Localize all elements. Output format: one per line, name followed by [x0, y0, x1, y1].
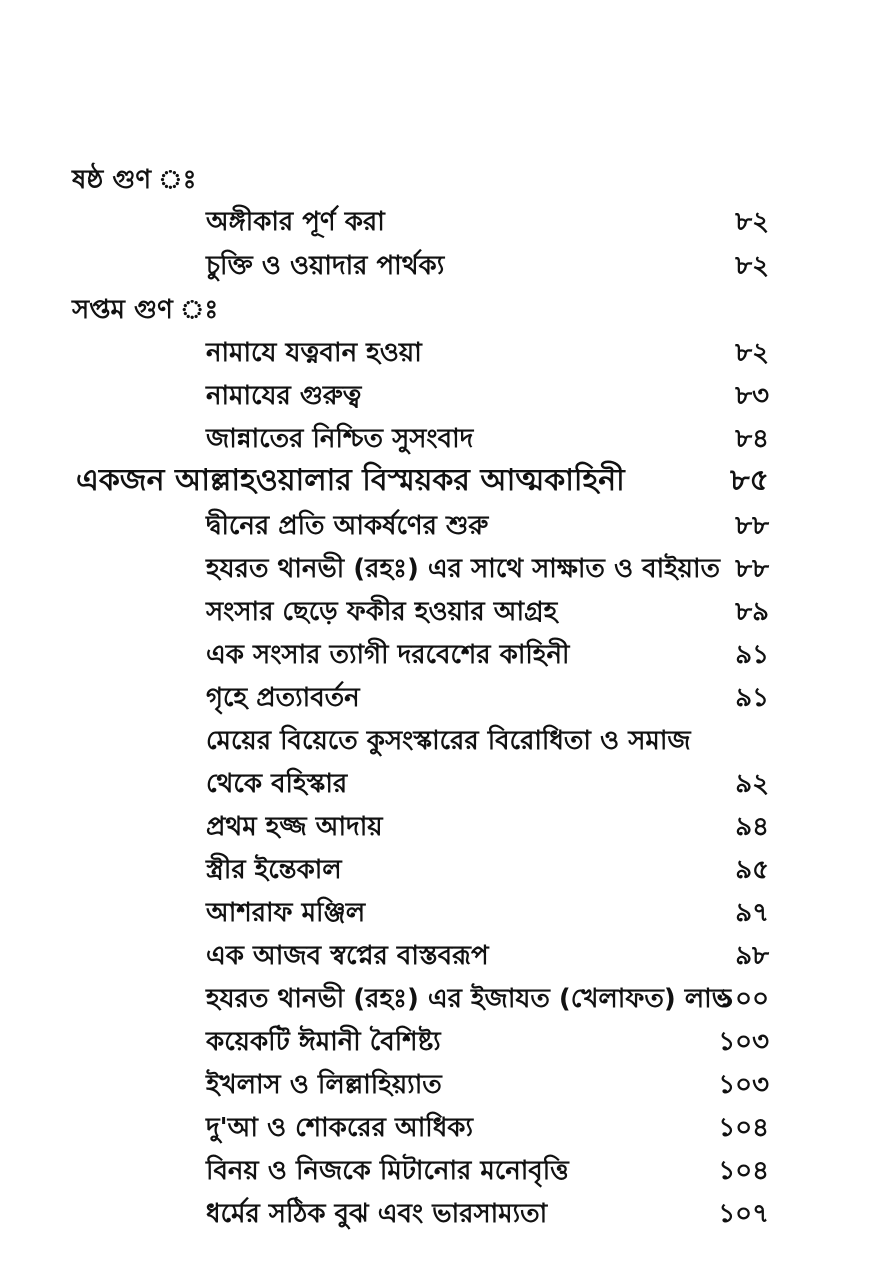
section-heading: সপ্তম গুণ ঃ — [72, 295, 219, 325]
toc-page-number: ৮৯ — [735, 597, 769, 627]
toc-page-number: ১০৪ — [718, 1156, 769, 1186]
toc-entry: থেকে বহিস্কার — [206, 769, 348, 799]
toc-entry: দ্বীনের প্রতি আকর্ষণের শুরু — [206, 511, 489, 541]
toc-entry: অঙ্গীকার পূর্ণ করা — [206, 207, 385, 237]
toc-page-number: ১০০ — [718, 984, 769, 1014]
toc-page-number: ৮২ — [735, 207, 769, 237]
toc-entry: দু'আ ও শোকরের আধিক্য — [206, 1113, 474, 1143]
toc-entry: আশরাফ মঞ্জিল — [206, 898, 366, 928]
toc-page-number: ১০৩ — [718, 1070, 769, 1100]
toc-entry: নামাযের গুরুত্ব — [206, 381, 362, 411]
toc-entry: সংসার ছেড়ে ফকীর হওয়ার আগ্রহ — [206, 597, 558, 627]
toc-page-number: ১০৪ — [718, 1113, 769, 1143]
toc-entry: গৃহে প্রত্যাবর্তন — [206, 683, 360, 713]
toc-page-number: ৯১ — [735, 640, 769, 670]
section-heading: ষষ্ঠ গুণ ঃ — [72, 165, 197, 195]
toc-page-number: ৮২ — [735, 251, 769, 281]
toc-entry: মেয়ের বিয়েতে কুসংস্কারের বিরোধিতা ও সমাজ — [206, 726, 691, 756]
toc-entry: নামাযে যত্নবান হওয়া — [206, 338, 422, 368]
toc-page-number: ১০৩ — [718, 1027, 769, 1057]
toc-page-number: ৯৮ — [735, 941, 769, 971]
toc-page-number: ৯৭ — [735, 898, 769, 928]
toc-entry: চুক্তি ও ওয়াদার পার্থক্য — [206, 251, 445, 281]
toc-entry: এক সংসার ত্যাগী দরবেশের কাহিনী — [206, 640, 570, 670]
toc-page-number: ৯২ — [735, 769, 769, 799]
toc-page-number: ৮২ — [735, 338, 769, 368]
toc-entry: হযরত থানভী (রহঃ) এর ইজাযত (খেলাফত) লাভ — [206, 984, 732, 1014]
toc-page-number: ১০৭ — [718, 1199, 769, 1229]
toc-page-number: ৯৪ — [735, 812, 769, 842]
chapter-page-number: ৮৫ — [730, 463, 769, 498]
toc-page-number: ৮৪ — [735, 424, 769, 454]
toc-entry: ধর্মের সঠিক বুঝ এবং ভারসাম্যতা — [206, 1199, 548, 1229]
toc-entry: হযরত থানভী (রহঃ) এর সাথে সাক্ষাত ও বাইয়াত — [206, 554, 721, 584]
toc-entry: প্রথম হজ্জ আদায় — [206, 812, 383, 842]
toc-entry: স্ত্রীর ইন্তেকাল — [206, 855, 342, 885]
toc-page-number: ৮৮ — [735, 554, 769, 584]
toc-entry: জান্নাতের নিশ্চিত সুসংবাদ — [206, 424, 474, 454]
toc-entry: বিনয় ও নিজকে মিটানোর মনোবৃত্তি — [206, 1156, 569, 1186]
toc-page-number: ৯৫ — [735, 855, 769, 885]
toc-page-number: ৮৩ — [735, 381, 769, 411]
toc-page-number: ৯১ — [735, 683, 769, 713]
toc-entry: ইখলাস ও লিল্লাহিয়্যাত — [206, 1070, 442, 1100]
chapter-title: একজন আল্লাহওয়ালার বিস্ময়কর আত্মকাহিনী — [76, 463, 625, 498]
toc-entry: কয়েকটি ঈমানী বৈশিষ্ট্য — [206, 1027, 441, 1057]
toc-page-number: ৮৮ — [735, 511, 769, 541]
toc-entry: এক আজব স্বপ্নের বাস্তবরূপ — [206, 941, 489, 971]
